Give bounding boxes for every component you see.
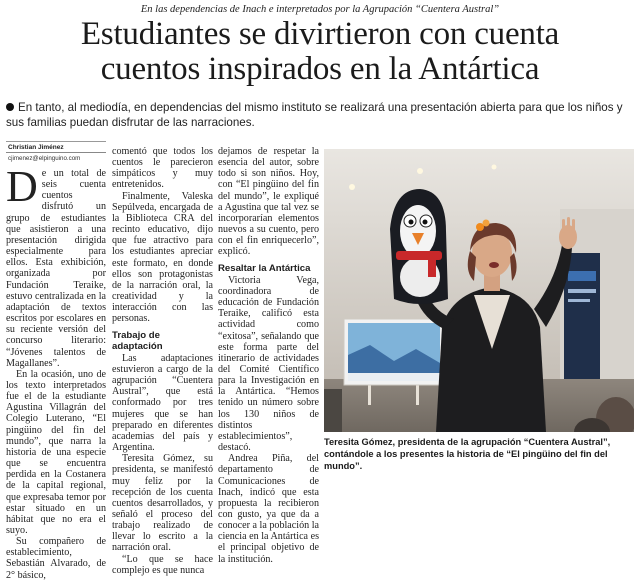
paragraph: Su compañero de establecimiento, Sebastián Alvarado, de 2° básico, <box>6 536 106 581</box>
column-1 <box>6 162 106 581</box>
paragraph: Teresita Gómez, su presidenta, se manifestó muy feliz por la recepción de los cuenta cuentos desarrollados, y señaló el proceso del trabajo realizado de llevar lo escrito a la narración oral. <box>112 453 213 554</box>
divider <box>6 141 106 142</box>
byline-name: Christian Jiménez <box>6 144 106 153</box>
paragraph: Victoria Vega, coordinadora de educación de Fundación Teraike, calificó esta actividad como “exitosa”, señalando que este forma parte del itinerario de actividades del Comité Científico para la Investigación en la Antártica. “Hemos tenido un número sobre los 130 niños de distintos establecimientos”, destacó. <box>218 274 319 454</box>
paragraph: “Lo que se hace complejo es que nunca <box>112 553 213 576</box>
headline-line-1: Estudiantes se divirtieron con cuenta <box>80 16 560 52</box>
paragraph: comentó que todos los cuentos le parecieron simpáticos y muy entretenidos. <box>112 146 213 191</box>
dropcap: D <box>6 162 38 211</box>
bullet-icon <box>6 103 14 111</box>
paragraph: En la ocasión, uno de los texto interpretados fue el de la estudiante Agustina Villagrán del Colegio Luterano, “El pingüino del fin del mundo”, que narra la historia de una especie que se encuentra perdida en la Costanera de la capital regional, que expresaba temor por estar situado en un hábitat que no era el suyo. <box>6 368 106 536</box>
subheading: Trabajo de adaptación <box>112 329 163 352</box>
kicker: En las dependencias de Inach e interpretados por la Agrupación “Cuentera Austral” <box>140 4 500 15</box>
column-2 <box>112 146 213 576</box>
column-3 <box>218 146 319 565</box>
paragraph: Andrea Piña, del departamento de Comunicaciones de Inach, indicó que esta propuesta la recibieron con gusto, ya que da a conocer a la población la ciencia en la Antártica es el principal objetivo de la institución. <box>218 453 319 565</box>
paragraph: dejamos de respetar la esencia del autor, sobre todo si son niños. Hoy, con “El pingüino del fin del mundo”, le expliqué a Agustina que tal vez se incorporarían elementos nuevos a su cuento, pero con el fin enriquecerlo”, explicó. <box>218 146 319 258</box>
photo-caption: Teresita Gómez, presidenta de la agrupación “Cuentera Austral”, contándole a los presentes la historia de “El pingüino del fin del mundo”. <box>324 437 611 471</box>
paragraph: Finalmente, Valeska Sepúlveda, encargada de la Biblioteca CRA del recinto educativo, dijo que fue atractivo para los estudiantes apreciar este formato, en donde ellos son protagonistas de la narración oral, la creatividad y la interacción con las personas. <box>112 190 213 325</box>
byline <box>6 144 106 162</box>
lead-text: En tanto, al mediodía, en dependencias del mismo instituto se realizará una presentación abierta para que los niños y sus familias puedan disfrutar de las narraciones. <box>6 101 623 129</box>
article-photo <box>324 149 634 432</box>
storyteller-illustration <box>324 149 634 432</box>
paragraph: Las adaptaciones estuvieron a cargo de la agrupación “Cuentera Austral”, que está conformado por tres mujeres que se han preparado en diferentes academias del país y Argentina. <box>112 352 213 454</box>
paragraph: e un total de seis cuenta cuentos disfrutó un grupo de estudiantes que asistieron a una presentación dirigida especialmente para ellos. Esta exhibición, organizada por Fundación Teraike, estuvo centralizada en la adaptación de textos escritos por escolares en su reciente versión del concurso literario: “Jóvenes talentos de Magallanes”. <box>6 168 106 369</box>
subheading: Resaltar la Antártica <box>218 262 311 274</box>
byline-email: cjimenez@elpinguino.com <box>8 155 81 162</box>
headline-line-2: cuentos inspirados en la Antártica <box>100 51 540 87</box>
headline <box>0 17 640 87</box>
lead-paragraph <box>6 101 634 130</box>
